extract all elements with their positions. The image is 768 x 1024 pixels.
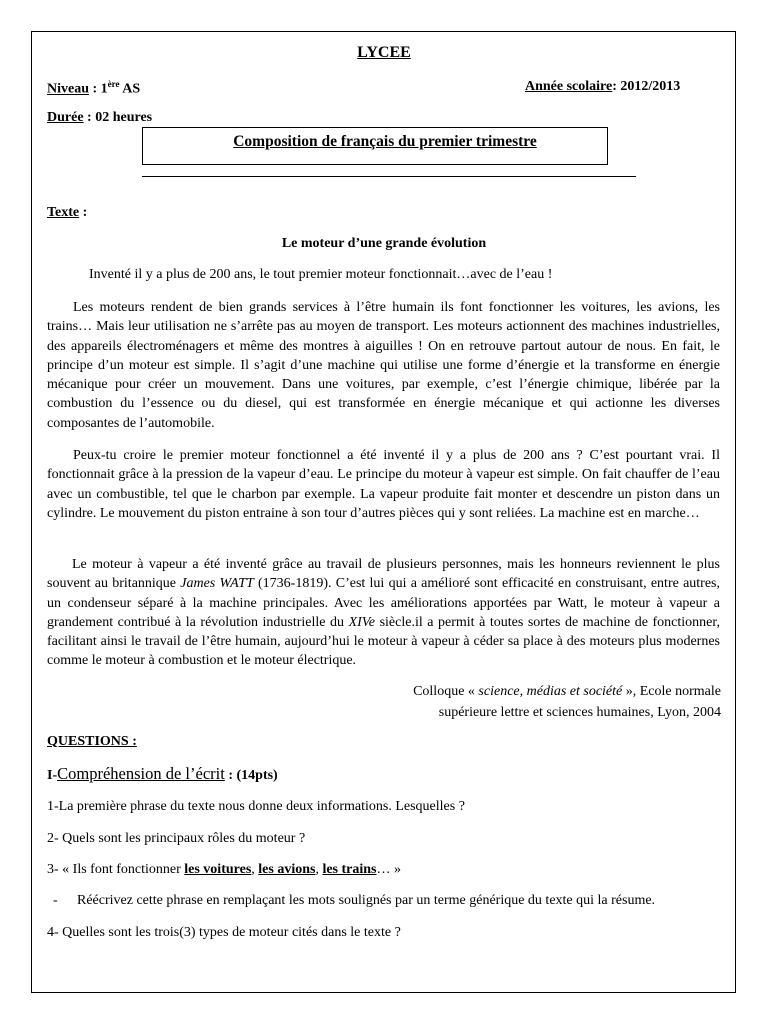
section-title: Compréhension de l’écrit xyxy=(57,764,225,783)
annee-line xyxy=(525,79,680,95)
texte-title: Le moteur d’une grande évolution xyxy=(281,236,487,251)
composition-title: Composition de français du premier trimestre xyxy=(233,133,537,150)
niveau-label: Niveau xyxy=(47,81,89,97)
niveau-suffix: AS xyxy=(119,81,141,97)
james-watt: James WATT xyxy=(180,576,254,592)
school-title: LYCEE xyxy=(357,44,411,61)
question-3: 3- « Ils font fonctionner les voitures, les avions, les trains… » xyxy=(47,862,402,877)
question-1: 1-La première phrase du texte nous donne deux informations. Lesquelles ? xyxy=(47,799,465,814)
texte-label: Texte xyxy=(47,205,80,220)
paragraph-2: Peux-tu croire le premier moteur fonctionnel a été inventé il y a plus de 200 ans ? C’est pourtant vrai. Il fonctionnait grâce à la pression de la vapeur d’eau. Le principe du moteur à vapeur est simple. On fait chauffer de l’eau avec un combustible, tel que le charbon par exemple. La vapeur produite fait monter et descendre un piston dans un cylindre. Le mouvement du piston entraine à son tour d’autres pièces qui y sont reliées. La machine est en marche… xyxy=(47,448,720,521)
composition-underline xyxy=(142,176,636,177)
niveau-sup: ère xyxy=(107,79,120,89)
paragraph-1: Les moteurs rendent de bien grands services à l’être humain ils font fonctionner les voitures, les avions, les trains… Mais leur utilisation ne s’arrête pas au moyen de transport. Les moteurs actionnent des machines industrielles, des appareils électroménagers et même des montres à aiguilles ! On en retrouve partout autour de nous. En fait, le principe d’un moteur est simple. Il s’agit d’une machine qui utilise une forme d’énergie et la transforme en énergie mécanique pour créer un mouvement. Dans une voitures, par exemple, c’est l’énergie chimique, libérée par la combustion du l’essence ou du diesel, qui est transformée en énergie mécanique et qui actionne les diverses composantes de l’automobile. xyxy=(47,300,720,431)
niveau-line xyxy=(47,79,140,98)
texte-intro: Inventé il y a plus de 200 ans, le tout premier moteur fonctionnait…avec de l’eau ! xyxy=(89,267,553,282)
annee-value: : 2012/2013 xyxy=(612,79,681,94)
duree-line xyxy=(47,110,152,126)
question-3-instruction: - Réécrivez cette phrase en remplaçant les mots soulignés par un terme générique du texte qui la résume. xyxy=(53,893,656,908)
century: XIVe xyxy=(348,614,376,630)
texte-heading: Texte : xyxy=(47,205,88,220)
annee-label: Année scolaire xyxy=(525,79,613,94)
paragraph-3: Le moteur à vapeur a été inventé grâce au travail de plusieurs personnes, mais les honneurs reviennent le plus souvent au britannique James WATT (1736-1819). C’est lui qui a amélioré sont efficacité en construisant, entre autres, un condenseur séparé à la machine principales. Avec les améliorations apportées par Watt, le moteur à vapeur a grandement contribué à la révolution industrielle du XIVe siècle.il a permit à toutes sortes de machine de fonctionner, facilitant ainsi le travail de l’être humain, aujourd’hui le moteur à vapeur à céder sa place à des moteurs plus modernes comme le moteur à combustion et le moteur électrique. xyxy=(47,557,720,669)
source-citation: Colloque « science, médias et société », Ecole normale supérieure lettre et sciences humaines, Lyon, 2004 xyxy=(413,684,721,721)
section-heading: I-Compréhension de l’écrit : (14pts) xyxy=(47,764,278,783)
duree-label: Durée xyxy=(47,110,84,125)
questions-heading: QUESTIONS : xyxy=(47,734,137,749)
duree-value: : 02 heures xyxy=(83,110,153,125)
niveau-prefix: : 1 xyxy=(89,81,108,97)
question-4: 4- Quelles sont les trois(3) types de moteur cités dans le texte ? xyxy=(47,925,401,940)
question-2: 2- Quels sont les principaux rôles du moteur ? xyxy=(47,831,306,846)
